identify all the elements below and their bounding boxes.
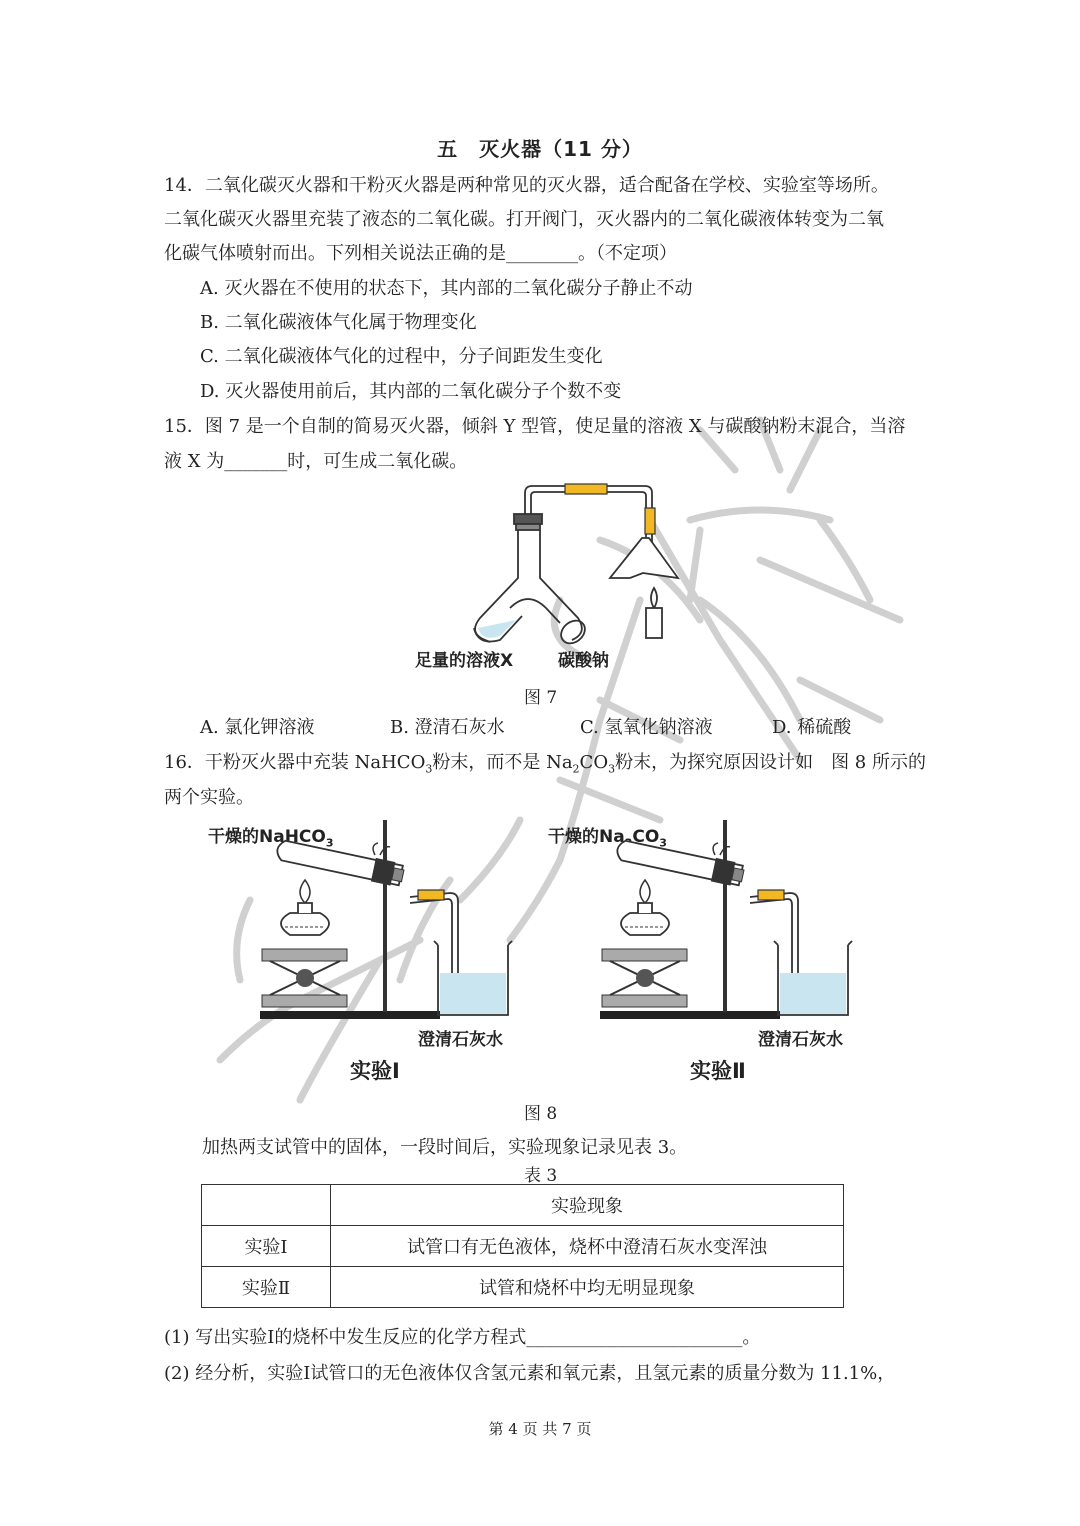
exp2-beaker-label: 澄清石灰水	[758, 1030, 843, 1050]
q14-line-3: 化碳气体喷射而出。下列相关说法正确的是________。（不定项）	[164, 243, 677, 264]
table-row	[202, 1185, 844, 1226]
exp1-beaker-label: 澄清石灰水	[418, 1030, 503, 1050]
q15-option-c: C. 氢氧化钠溶液	[580, 717, 713, 738]
exp2-reagent-text-a: 干燥的Na	[548, 827, 625, 847]
exp1-title: 实验Ⅰ	[350, 1059, 400, 1083]
section-title: 五 灭火器（11 分）	[437, 137, 643, 161]
table-header-phenomenon: 实验现象	[331, 1185, 844, 1226]
observation-table	[201, 1184, 844, 1308]
table-cell-exp1: 实验Ⅰ	[202, 1226, 331, 1267]
q16-line-1	[164, 752, 926, 781]
q16-sub-3: 3	[608, 762, 616, 776]
q16-sub-2: 2	[572, 762, 580, 776]
table-3-caption: 表 3	[524, 1166, 558, 1186]
figure-7-apparatus	[460, 478, 700, 668]
q16-sub-question-1: (1) 写出实验Ⅰ的烧杯中发生反应的化学方程式________________________。	[164, 1327, 761, 1348]
q15-option-b: B. 澄清石灰水	[390, 717, 505, 738]
figure-7-label-right: 碳酸钠	[558, 651, 609, 671]
table-header-empty	[202, 1185, 331, 1226]
q16-text-a: 16．干粉灭火器中充装 NaHCO	[164, 752, 426, 773]
exp2-reagent-sub-2: 3	[659, 836, 667, 850]
q16-text-d: 粉末，为探究原因设计如 图 8 所示的	[615, 752, 926, 773]
q16-text-b: 粉末，而不是 Na	[432, 752, 573, 773]
q16-sub-1: 3	[425, 762, 433, 776]
exp2-title: 实验Ⅱ	[690, 1059, 746, 1083]
q15-option-a: A. 氯化钾溶液	[200, 717, 315, 738]
q15-option-d: D. 稀硫酸	[772, 717, 852, 738]
exp1-reagent-text: 干燥的NaHCO	[208, 827, 326, 847]
q14-option-b: B. 二氧化碳液体气化属于物理变化	[200, 312, 477, 333]
q14-line-2: 二氧化碳灭火器里充装了液态的二氧化碳。打开阀门，灭火器内的二氧化碳液体转变为二氧	[164, 209, 884, 230]
table-row	[202, 1226, 844, 1267]
q15-line-2: 液 X 为_______时，可生成二氧化碳。	[164, 451, 468, 472]
q14-option-c: C. 二氧化碳液体气化的过程中，分子间距发生变化	[200, 346, 603, 367]
table-cell-exp2: 实验Ⅱ	[202, 1267, 331, 1308]
q15-line-1: 15．图 7 是一个自制的简易灭火器，倾斜 Y 型管，使足量的溶液 X 与碳酸钠粉末混合，当溶	[164, 416, 906, 437]
exp2-reagent-text-b: CO	[632, 827, 660, 847]
table-cell-exp2-phenomenon: 试管和烧杯中均无明显现象	[331, 1267, 844, 1308]
exp1-reagent-sub: 3	[325, 836, 334, 850]
figure-7-caption: 图 7	[524, 688, 558, 708]
table-cell-exp1-phenomenon: 试管口有无色液体，烧杯中澄清石灰水变浑浊	[331, 1226, 844, 1267]
page-footer: 第 4 页 共 7 页	[488, 1420, 592, 1438]
q16-sub-question-2: (2) 经分析，实验Ⅰ试管口的无色液体仅含氢元素和氧元素，且氢元素的质量分数为 11.1%，	[164, 1363, 896, 1384]
q16-text-c: CO	[579, 752, 609, 773]
q14-option-d: D. 灭火器使用前后，其内部的二氧化碳分子个数不变	[200, 381, 622, 402]
figure-8-apparatus	[250, 815, 870, 1030]
q14-option-a: A. 灭火器在不使用的状态下，其内部的二氧化碳分子静止不动	[200, 278, 693, 299]
q16-intro: 加热两支试管中的固体，一段时间后，实验现象记录见表 3。	[202, 1137, 688, 1158]
figure-7-label-left: 足量的溶液X	[415, 651, 514, 671]
q14-line-1: 14．二氧化碳灭火器和干粉灭火器是两种常见的灭火器，适合配备在学校、实验室等场所。	[164, 175, 889, 196]
q16-line-2: 两个实验。	[164, 787, 254, 808]
table-row	[202, 1267, 844, 1308]
figure-8-caption: 图 8	[524, 1104, 558, 1124]
